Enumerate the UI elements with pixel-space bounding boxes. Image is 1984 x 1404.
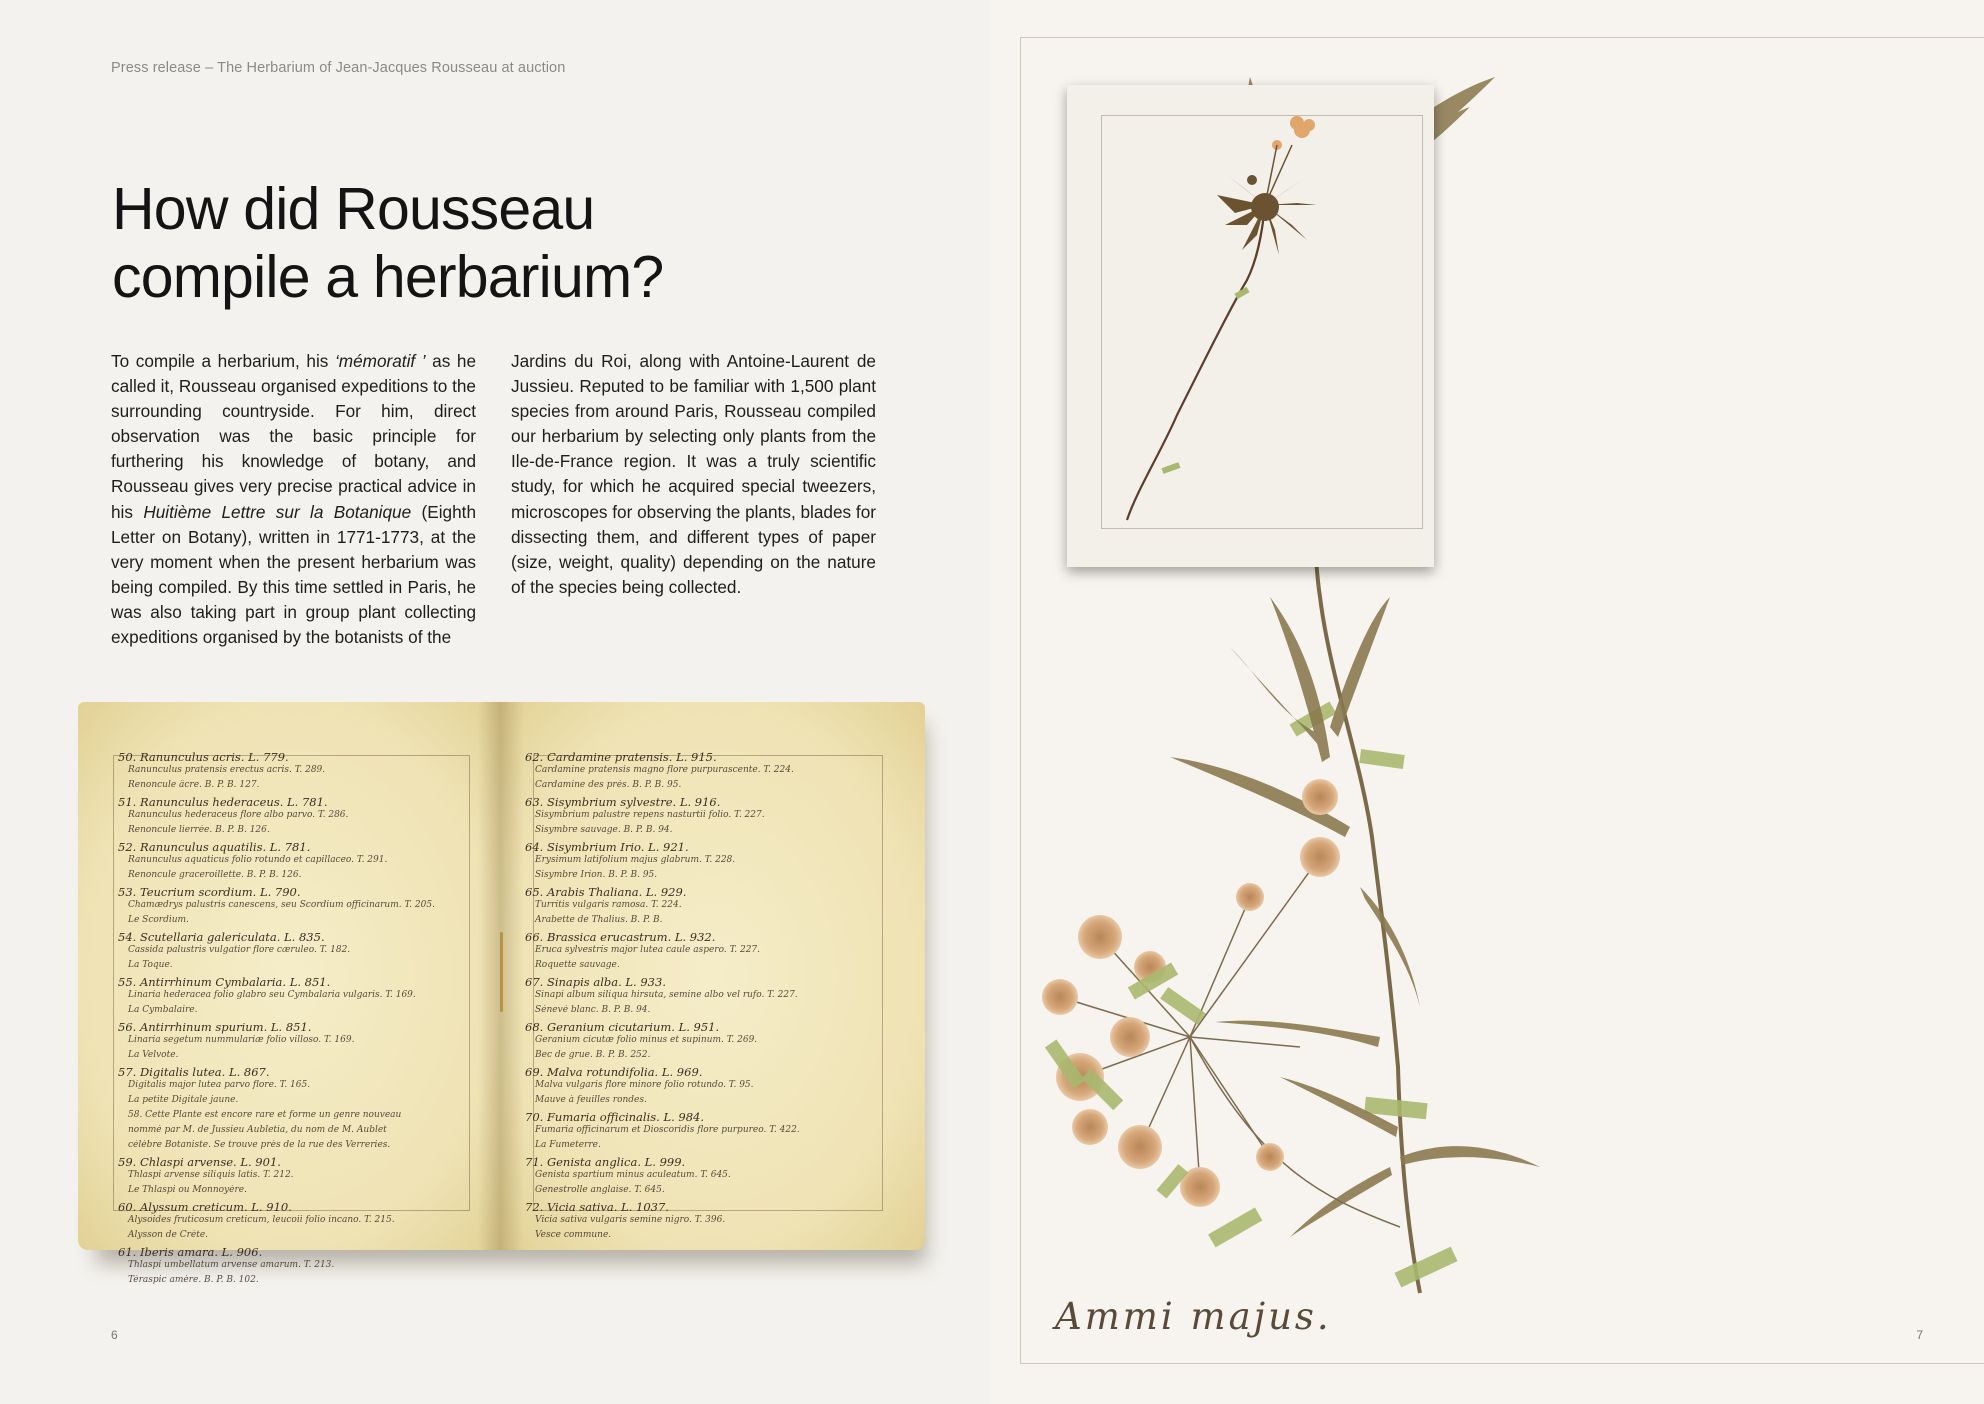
manuscript-entry: Geranium cicutæ folio minus et supinum. T. 269.: [535, 1035, 758, 1045]
manuscript-entry: 53. Teucrium scordium. L. 790.: [118, 885, 301, 899]
title-line-1: How did Rousseau: [112, 176, 595, 242]
manuscript-entry: Cardamine des prés. B. P. B. 95.: [535, 780, 682, 790]
left-page: [0, 0, 990, 1404]
manuscript-entry: 69. Malva rotundifolia. L. 969.: [525, 1065, 703, 1079]
manuscript-entry: Genestrolle anglaise. T. 645.: [535, 1185, 665, 1195]
manuscript-entry: Sinapi album siliqua hirsuta, semine albo vel rufo. T. 227.: [535, 990, 798, 1000]
body-column-2: Jardins du Roi, along with Antoine-Laurent de Jussieu. Reputed to be familiar with 1,500 plant species from around Paris, Rousseau compiled our herbarium by selecting only plants from the Ile-de-France region. It was a truly scientific study, for which he acquired special tweezers, microscopes for observing the plants, blades for dissecting them, and different types of paper (size, weight, quality) depending on the nature of the species being collected.: [511, 351, 876, 597]
manuscript-entry: Linaria segetum nummulariæ folio villoso. T. 169.: [128, 1035, 355, 1045]
manuscript-entry: Erysimum latifolium majus glabrum. T. 228.: [535, 855, 736, 865]
manuscript-entry: 65. Arabis Thaliana. L. 929.: [525, 885, 687, 899]
manuscript-entry: 63. Sisymbrium sylvestre. L. 916.: [525, 795, 721, 809]
manuscript-entry: Cardamine pratensis magno flore purpurascente. T. 224.: [535, 765, 794, 775]
body-text: To compile a herbarium, his: [111, 351, 335, 371]
geranium-drawing: [1067, 85, 1434, 567]
body-text: (Eighth Letter on Botany), written in 1771-1773, at the very moment when the present herbarium was being compiled. By this time settled in Paris, he was also taking part in group plant collecting expeditions organised by the botanists of the: [111, 501, 476, 648]
manuscript-entry: 71. Genista anglica. L. 999.: [525, 1155, 686, 1169]
manuscript-entry: 56. Antirrhinum spurium. L. 851.: [118, 1020, 312, 1034]
manuscript-entry: Genista spartium minus aculeatum. T. 645.: [535, 1170, 731, 1180]
manuscript-entry: 68. Geranium cicutarium. L. 951.: [525, 1020, 720, 1034]
manuscript-entry: 58. Cette Plante est encore rare et forme un genre nouveau: [128, 1110, 402, 1120]
manuscript-entry: Le Scordium.: [128, 915, 189, 925]
manuscript-entry: célèbre Botaniste. Se trouve près de la rue des Verreries.: [128, 1140, 391, 1150]
manuscript-entry: La Cymbalaire.: [128, 1005, 198, 1015]
manuscript-entry: nommé par M. de Jussieu Aubletia, du nom de M. Aublet: [128, 1125, 387, 1135]
manuscript-entry: 62. Cardamine pratensis. L. 915.: [525, 750, 717, 764]
binding-thread: [500, 932, 503, 1012]
manuscript-entry: 50. Ranunculus acris. L. 779.: [118, 750, 289, 764]
manuscript-entry: Sisymbrium palustre repens nasturtii folio. T. 227.: [535, 810, 765, 820]
manuscript-entry: Sisymbre sauvage. B. P. B. 94.: [535, 825, 673, 835]
manuscript-entry: Malva vulgaris flore minore folio rotundo. T. 95.: [535, 1080, 754, 1090]
manuscript-entry: La Velvote.: [128, 1050, 179, 1060]
manuscript-entry: Sénevé blanc. B. P. B. 94.: [535, 1005, 651, 1015]
manuscript-entry: 64. Sisymbrium Irio. L. 921.: [525, 840, 689, 854]
manuscript-entry: La petite Digitale jaune.: [128, 1095, 239, 1105]
manuscript-entry: La Fumeterre.: [535, 1140, 601, 1150]
manuscript-entry: Chamædrys palustris canescens, seu Scordium officinarum. T. 205.: [128, 900, 435, 910]
title-line-2: compile a herbarium?: [112, 244, 664, 310]
manuscript-entry: 54. Scutellaria galericulata. L. 835.: [118, 930, 325, 944]
manuscript-entry: Téraspic amère. B. P. B. 102.: [128, 1275, 259, 1285]
manuscript-entry: Bec de grue. B. P. B. 252.: [535, 1050, 651, 1060]
manuscript-entry: 61. Iberis amara. L. 906.: [118, 1245, 263, 1259]
specimen-label: Ammi majus.: [1055, 1295, 1332, 1338]
manuscript-entry: Turritis vulgaris ramosa. T. 224.: [535, 900, 682, 910]
manuscript-entry: 52. Ranunculus aquatilis. L. 781.: [118, 840, 311, 854]
manuscript-entry: Renoncule graceroillette. B. P. B. 126.: [128, 870, 302, 880]
manuscript-entry: Digitalis major lutea parvo flore. T. 165.: [128, 1080, 311, 1090]
running-head: Press release – The Herbarium of Jean-Jacques Rousseau at auction: [111, 60, 566, 76]
body-text: as he called it, Rousseau organised expeditions to the surrounding countryside. For him, direct observation was the basic principle for furthering his knowledge of botany, and Rousseau gives very precise practical advice in his: [111, 351, 477, 522]
manuscript-image: [78, 702, 925, 1285]
geranium-specimen-sheet: [1067, 85, 1434, 567]
manuscript-entry: Alysson de Crète.: [128, 1230, 209, 1240]
manuscript-entry: 70. Fumaria officinalis. L. 984.: [525, 1110, 705, 1124]
page-title: [112, 175, 663, 311]
manuscript-entry: Arabette de Thalius. B. P. B.: [535, 915, 663, 925]
manuscript-entry: Linaria hederacea folio glabro seu Cymbalaria vulgaris. T. 169.: [128, 990, 416, 1000]
body-column-1: [111, 349, 476, 650]
manuscript-entry: 72. Vicia sativa. L. 1037.: [525, 1200, 669, 1214]
manuscript-entry: Thlaspi umbellatum arvense amarum. T. 213.: [128, 1260, 335, 1270]
manuscript-entry: Fumaria officinarum et Dioscoridis flore purpureo. T. 422.: [535, 1125, 800, 1135]
manuscript-entry: Le Thlaspi ou Monnoyère.: [128, 1185, 247, 1195]
manuscript-entry: Renoncule âcre. B. P. B. 127.: [128, 780, 260, 790]
manuscript-entry: Mauve à feuilles rondes.: [535, 1095, 647, 1105]
manuscript-entry: 57. Digitalis lutea. L. 867.: [118, 1065, 270, 1079]
manuscript-entry: Cassida palustris vulgatior flore cæruleo. T. 182.: [128, 945, 351, 955]
manuscript-entry: Alysoides fruticosum creticum, leucoii folio incano. T. 215.: [128, 1215, 395, 1225]
manuscript-entry: 67. Sinapis alba. L. 933.: [525, 975, 666, 989]
page-number-left: 6: [111, 1328, 118, 1342]
manuscript-entry: 60. Alyssum creticum. L. 910.: [118, 1200, 292, 1214]
manuscript-entry: Vicia sativa vulgaris semine nigro. T. 396.: [535, 1215, 726, 1225]
manuscript-entry: Ranunculus aquaticus folio rotundo et capillaceo. T. 291.: [128, 855, 388, 865]
manuscript-entry: 59. Chlaspi arvense. L. 901.: [118, 1155, 281, 1169]
manuscript-entry: Eruca sylvestris major lutea caule aspero. T. 227.: [535, 945, 761, 955]
manuscript-entry: Roquette sauvage.: [535, 960, 620, 970]
manuscript-entry: Ranunculus hederaceus flore albo parvo. T. 286.: [128, 810, 349, 820]
manuscript-entry: Sisymbre Irion. B. P. B. 95.: [535, 870, 658, 880]
manuscript-entry: 51. Ranunculus hederaceus. L. 781.: [118, 795, 328, 809]
manuscript-entry: Renoncule lierrée. B. P. B. 126.: [128, 825, 270, 835]
body-italic-title: Huitième Lettre sur la Botanique: [143, 501, 412, 522]
manuscript-entry: Vesce commune.: [535, 1230, 612, 1240]
manuscript-entry: Ranunculus pratensis erectus acris. T. 289.: [128, 765, 326, 775]
manuscript-entries-right: [525, 750, 885, 1245]
manuscript-entry: Thlaspi arvense siliquis latis. T. 212.: [128, 1170, 294, 1180]
manuscript-entry: 66. Brassica erucastrum. L. 932.: [525, 930, 716, 944]
manuscript-entry: La Toque.: [128, 960, 173, 970]
manuscript-entries-left: [118, 750, 468, 1290]
manuscript-entry: 55. Antirrhinum Cymbalaria. L. 851.: [118, 975, 331, 989]
body-italic-memoratif: ‘mémoratif ’: [334, 351, 426, 371]
page-number-right: 7: [1916, 1328, 1923, 1342]
